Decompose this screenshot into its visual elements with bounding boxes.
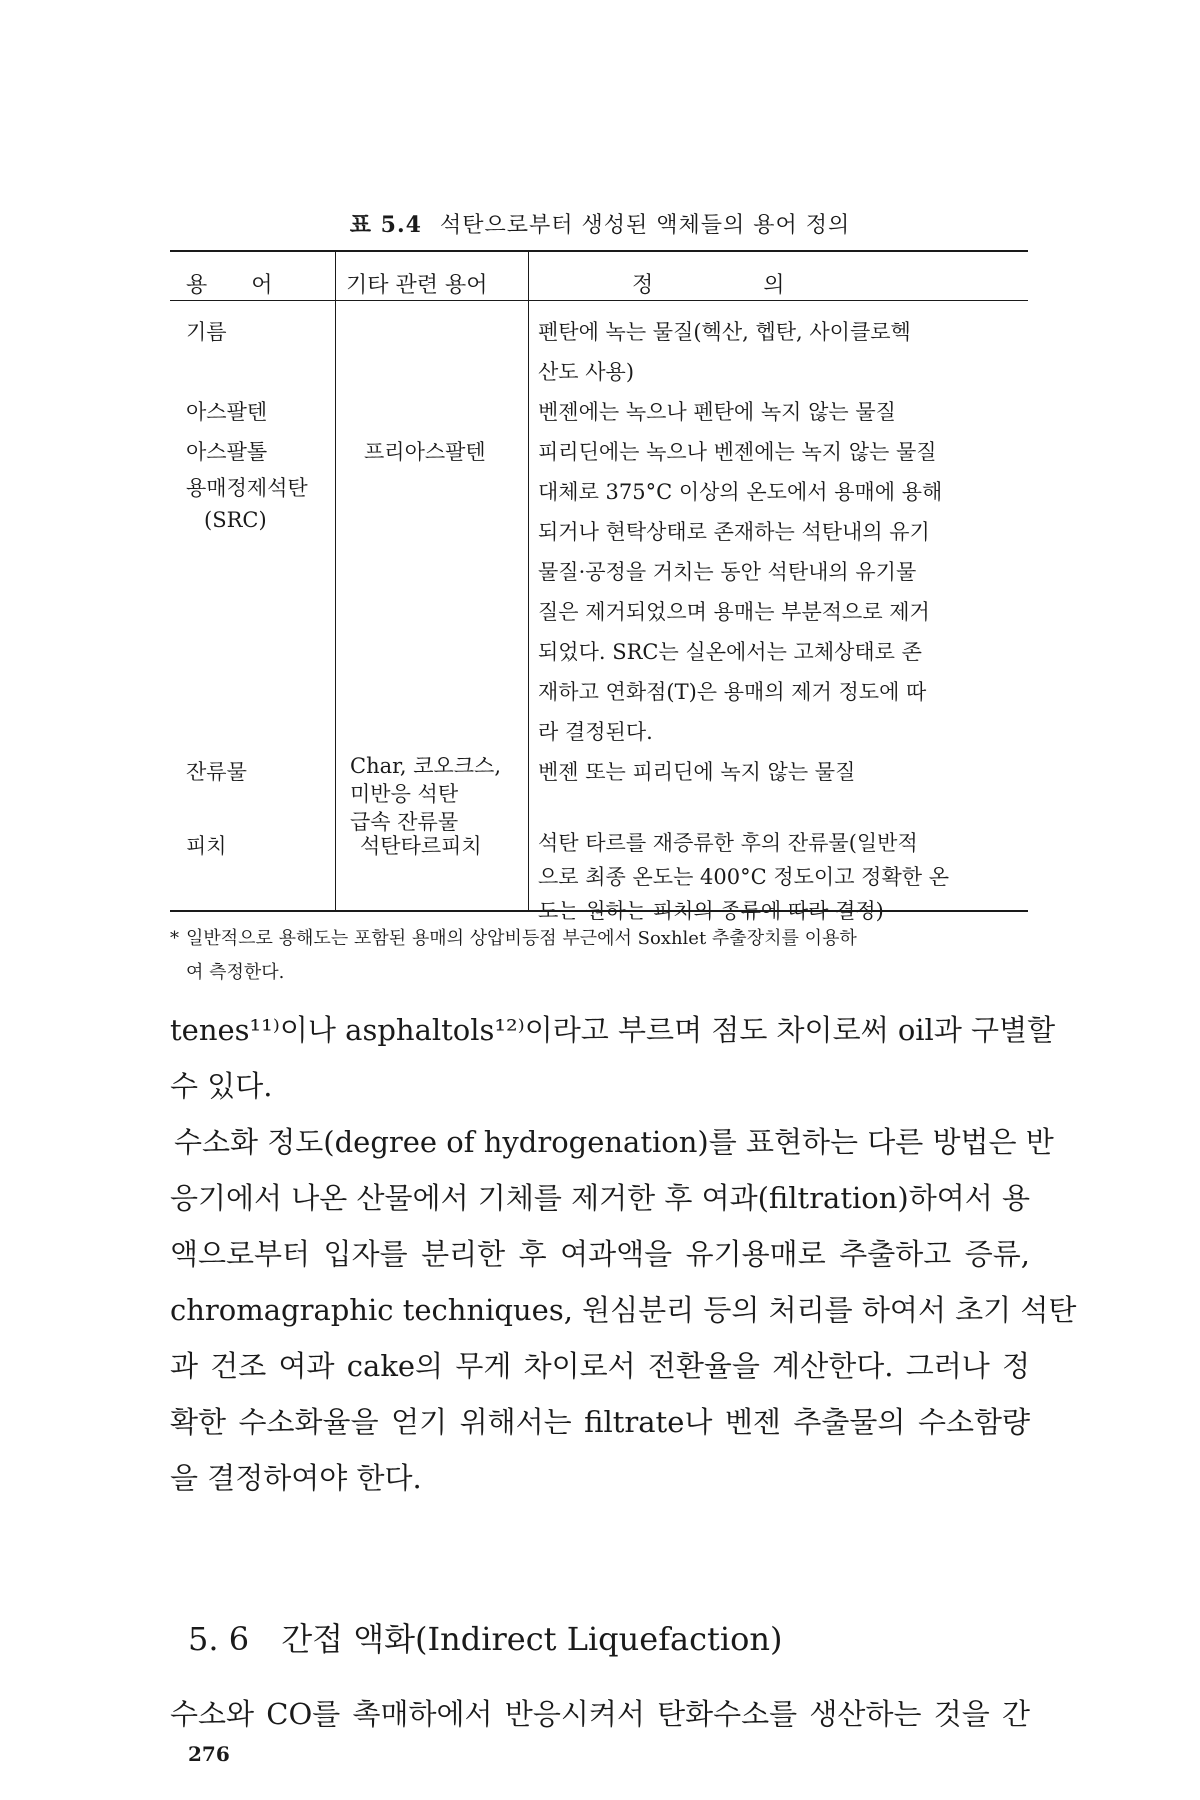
text-line: 과 건조 여과 cake의 무게 차이로서 전환율을 계산한다. 그러나 정 <box>170 1349 1030 1383</box>
header-term: 용 어 <box>186 273 273 298</box>
section-heading <box>188 1614 783 1660</box>
text-line: 확한 수소화율을 얻기 위해서는 filtrate나 벤젠 추출물의 수소함량 <box>170 1405 1030 1439</box>
table-row-term <box>186 826 227 866</box>
term-line: 용매정제석탄 <box>186 476 308 500</box>
text-line: 수 있다. <box>170 1069 273 1103</box>
term-line: 기름 <box>186 320 227 344</box>
footnote-mark: * <box>170 928 179 949</box>
text-line: tenes¹¹⁾이나 asphaltols¹²⁾이라고 부르며 점도 차이로써 oil과 구별할 <box>170 1013 1056 1047</box>
table-caption <box>0 208 1200 239</box>
table-row-definition <box>538 392 896 432</box>
table-row-definition <box>538 312 911 392</box>
paragraph-3 <box>170 1686 1030 1742</box>
table-row-related <box>360 826 482 866</box>
definition-line: 석탄 타르를 재증류한 후의 잔류물(일반적 <box>538 831 918 855</box>
section-number: 5. 6 <box>188 1620 250 1658</box>
text-line: 액으로부터 입자를 분리한 후 여과액을 유기용매로 추출하고 증류, <box>170 1237 1030 1271</box>
definition-line: 으로 최종 온도는 400°C 정도이고 정확한 온 <box>538 865 949 889</box>
table-row-definition <box>538 472 942 752</box>
term-line: (SRC) <box>204 508 267 532</box>
definition-line: 되거나 현탁상태로 존재하는 석탄내의 유기 <box>538 520 930 544</box>
definition-line: 질은 제거되었으며 용매는 부분적으로 제거 <box>538 600 930 624</box>
table-title: 석탄으로부터 생성된 액체들의 용어 정의 <box>439 213 851 238</box>
definition-line: 피리딘에는 녹으나 벤젠에는 녹지 않는 물질 <box>538 440 937 464</box>
paragraph-1 <box>170 1002 1056 1114</box>
table-top-rule <box>170 250 1028 252</box>
definition-line: 라 결정된다. <box>538 720 653 744</box>
term-line: 피치 <box>186 834 227 858</box>
term-line: 아스팔텐 <box>186 400 268 424</box>
related-line: 급속 잔류물 <box>350 810 459 834</box>
footnote-line: 여 측정한다. <box>186 962 285 983</box>
definition-line: 산도 사용) <box>538 360 635 384</box>
text-line: 수소와 CO를 촉매하에서 반응시켜서 탄화수소를 생산하는 것을 간 <box>170 1697 1030 1731</box>
related-line: 석탄타르피치 <box>360 834 482 858</box>
table-row-related <box>350 752 501 836</box>
table-header-rule <box>170 300 1028 301</box>
table-row-term <box>186 752 247 792</box>
text-line: chromagraphic techniques, 원심분리 등의 처리를 하여서 초기 석탄 <box>170 1293 1077 1327</box>
definition-line: 벤젠에는 녹으나 펜탄에 녹지 않는 물질 <box>538 400 896 424</box>
table-row-term <box>186 312 227 352</box>
paragraph-2 <box>170 1114 1077 1506</box>
definition-line: 벤젠 또는 피리딘에 녹지 않는 물질 <box>538 760 856 784</box>
definition-line: 대체로 375°C 이상의 온도에서 용매에 용해 <box>538 480 943 504</box>
related-line: 미반응 석탄 <box>350 782 459 806</box>
table-row-term <box>186 392 267 432</box>
table-column-divider <box>528 252 529 910</box>
related-line: Char, 코오크스, <box>350 754 502 778</box>
text-line: 을 결정하여야 한다. <box>170 1461 422 1495</box>
table-number: 표 5.4 <box>349 212 422 238</box>
table-footnote <box>170 922 1026 990</box>
table-row-related <box>364 432 486 472</box>
text-line: 수소화 정도(degree of hydrogenation)를 표현하는 다른 방법은 반 <box>174 1125 1054 1159</box>
text-line: 응기에서 나온 산물에서 기체를 제거한 후 여과(filtration)하여서 용 <box>170 1181 1030 1215</box>
definition-line: 재하고 연화점(T)은 용매의 제거 정도에 따 <box>538 680 927 704</box>
table-row-term <box>186 472 308 536</box>
table-row-definition <box>538 752 855 792</box>
page-number: 276 <box>188 1742 230 1766</box>
table-row-definition <box>538 826 949 928</box>
related-line: 프리아스팔텐 <box>364 440 486 464</box>
header-related: 기타 관련 용어 <box>346 273 488 298</box>
section-title: 간접 액화(Indirect Liquefaction) <box>281 1620 783 1658</box>
term-line: 아스팔톨 <box>186 440 268 464</box>
header-definition: 정 의 <box>632 273 785 298</box>
footnote-line: 일반적으로 용해도는 포함된 용매의 상압비등점 부근에서 Soxhlet 추출장치를 이용하 <box>186 928 857 949</box>
table-row-definition <box>538 432 937 472</box>
term-line: 잔류물 <box>186 760 247 784</box>
definition-line: 펜탄에 녹는 물질(헥산, 헵탄, 사이클로헥 <box>538 320 911 344</box>
table-column-divider <box>335 252 336 910</box>
table-row-term <box>186 432 267 472</box>
definition-line: 되었다. SRC는 실온에서는 고체상태로 존 <box>538 640 922 664</box>
definition-line: 도는 원하는 피치의 종류에 따라 결정) <box>538 899 884 923</box>
definition-line: 물질·공정을 거치는 동안 석탄내의 유기물 <box>538 560 917 584</box>
